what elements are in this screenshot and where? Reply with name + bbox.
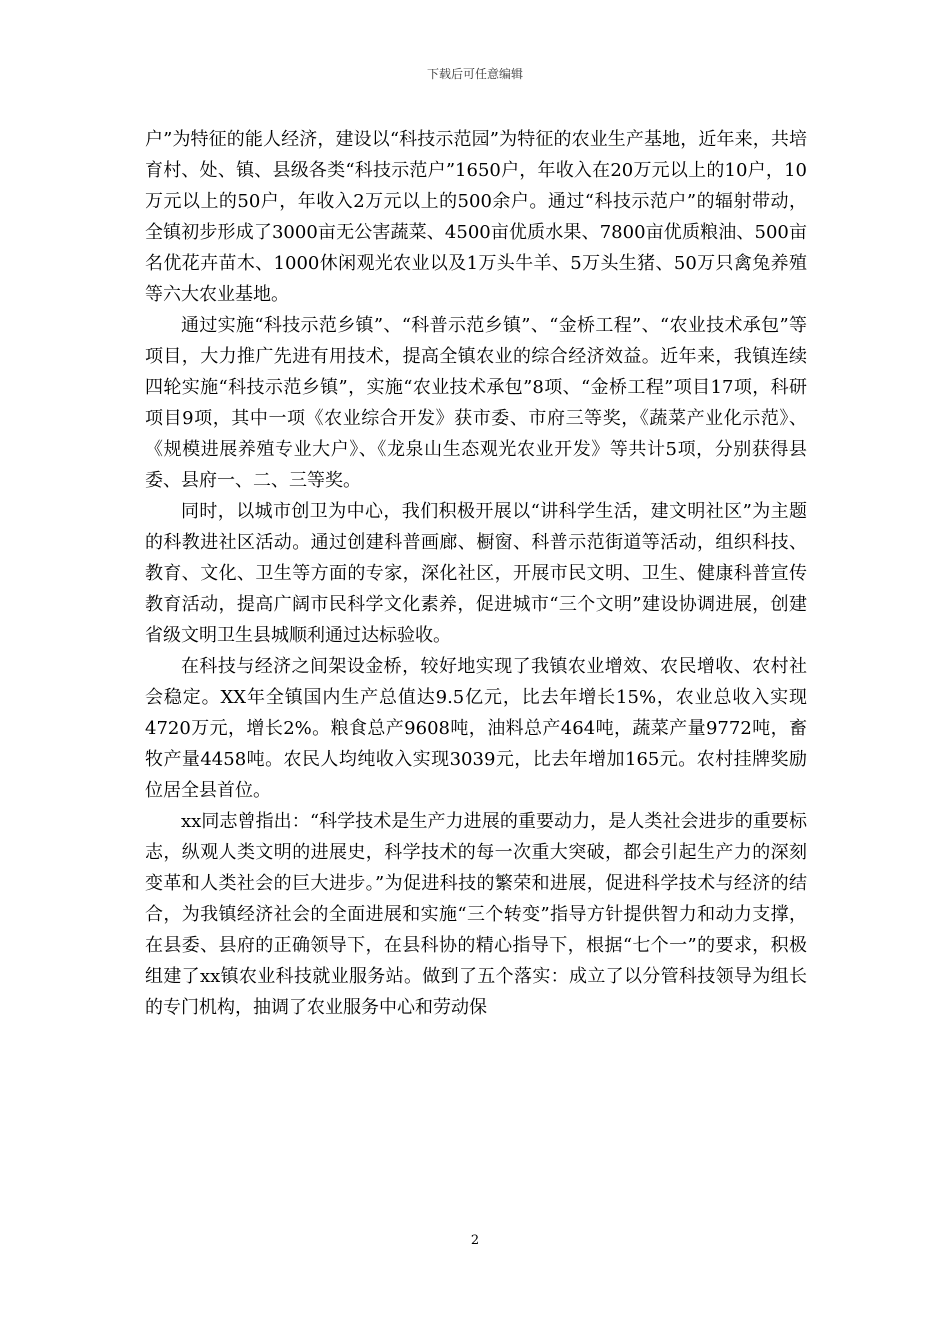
paragraph-5: xx同志曾指出：“科学技术是生产力进展的重要动力，是人类社会进步的重要标志，纵观人类文明的进展史，科学技术的每一次重大突破，都会引起生产力的深刻变革和人类社会的巨大进步。”为促进科技的繁荣和进展，促进科学技术与经济的结合，为我镇经济社会的全面进展和实施“三个转变”指导方针提供智力和动力支撑，在县委、县府的正确领导下，在县科协的精心指导下，根据“七个一”的要求，积极组建了xx镇农业科技就业服务站。做到了五个落实：成立了以分管科技领导为组长的专门机构，抽调了农业服务中心和劳动保 xyxy=(145,811,807,1018)
paragraph-2: 通过实施“科技示范乡镇”、“科普示范乡镇”、“金桥工程”、“农业技术承包”等项目，大力推广先进有用技术，提高全镇农业的综合经济效益。近年来，我镇连续四轮实施“科技示范乡镇”，实施“农业技术承包”8项、“金桥工程”项目17项，科研项目9项，其中一项《农业综合开发》获市委、市府三等奖，《蔬菜产业化示范》、《规模进展养殖专业大户》、《龙泉山生态观光农业开发》等共计5项，分别获得县委、县府一、二、三等奖。 xyxy=(145,315,807,491)
document-body xyxy=(145,124,807,1023)
page-header: 下载后可任意编辑 xyxy=(426,67,523,81)
paragraph-1: 户”为特征的能人经济，建设以“科技示范园”为特征的农业生产基地，近年来，共培育村、处、镇、县级各类“科技示范户”1650户，年收入在20万元以上的10户，10万元以上的50户，年收入2万元以上的500余户。通过“科技示范户”的辐射带动，全镇初步形成了3000亩无公害蔬菜、4500亩优质水果、7800亩优质粮油、500亩名优花卉苗木、1000休闲观光农业以及1万头牛羊、5万头生猪、50万只禽兔养殖等六大农业基地。 xyxy=(145,129,807,305)
page-number: 2 xyxy=(470,1233,480,1248)
paragraph-3: 同时，以城市创卫为中心，我们积极开展以“讲科学生活，建文明社区”为主题的科教进社区活动。通过创建科普画廊、橱窗、科普示范街道等活动，组织科技、教育、文化、卫生等方面的专家，深化社区，开展市民文明、卫生、健康科普宣传教育活动，提高广阔市民科学文化素养，促进城市“三个文明”建设协调进展，创建省级文明卫生县城顺利通过达标验收。 xyxy=(145,501,807,646)
paragraph-4: 在科技与经济之间架设金桥，较好地实现了我镇农业增效、农民增收、农村社会稳定。XX年全镇国内生产总值达9.5亿元，比去年增长15%，农业总收入实现4720万元，增长2%。粮食总产9608吨，油料总产464吨，蔬菜产量9772吨，畜牧产量4458吨。农民人均纯收入实现3039元，比去年增加165元。农村挂牌奖励位居全县首位。 xyxy=(145,656,807,801)
